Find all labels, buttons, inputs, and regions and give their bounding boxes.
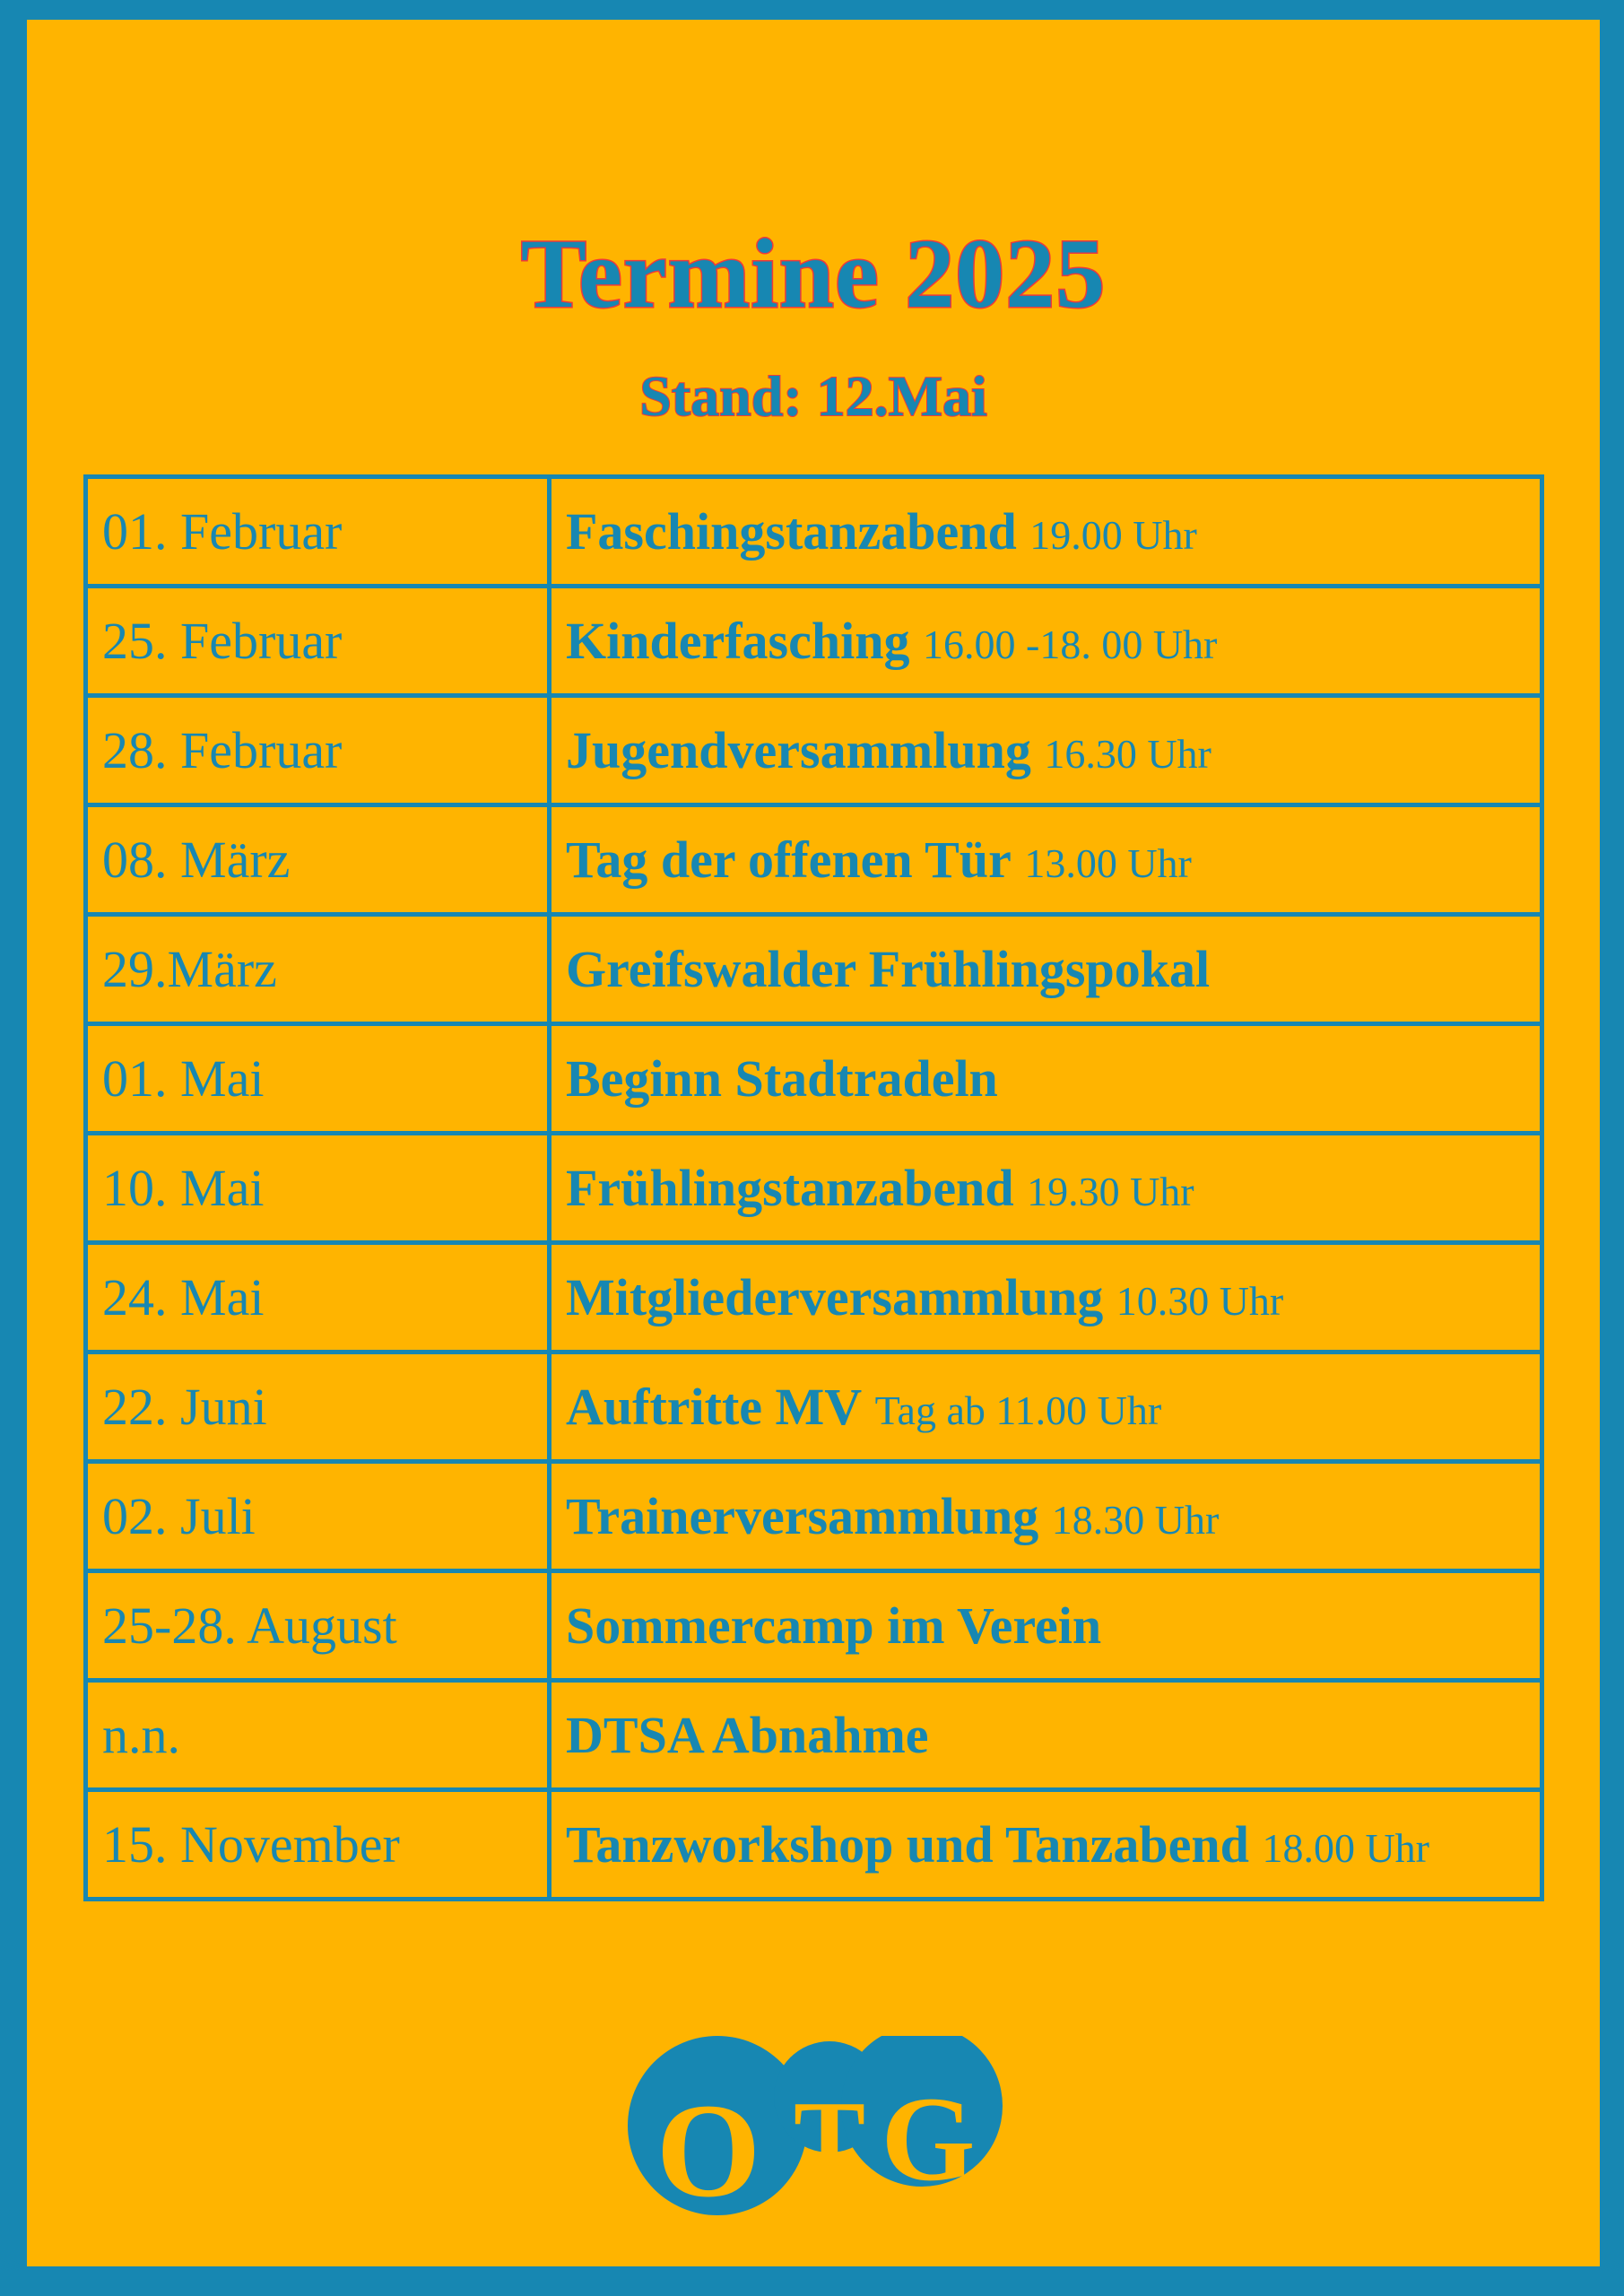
- table-row: [86, 1571, 1542, 1681]
- event-time: 13.00 Uhr: [1024, 840, 1192, 886]
- page-subtitle: Stand: 12.Mai: [639, 364, 987, 428]
- table-row: [86, 915, 1542, 1024]
- event-cell: [550, 587, 1542, 696]
- event-name: Jugendversammlung: [566, 721, 1031, 779]
- event-time: 16.00 -18. 00 Uhr: [923, 622, 1218, 667]
- event-date: 28. Februar: [86, 696, 550, 805]
- table-row: [86, 1243, 1542, 1352]
- event-time: 10.30 Uhr: [1116, 1278, 1284, 1324]
- event-cell: [550, 1571, 1542, 1681]
- table-row: [86, 587, 1542, 696]
- svg-text:G: G: [881, 2073, 976, 2206]
- event-cell: [550, 1243, 1542, 1352]
- event-name: Frühlingstanzabend: [566, 1159, 1014, 1217]
- event-cell: [550, 1462, 1542, 1571]
- table-row: [86, 1024, 1542, 1134]
- event-date: 25-28. August: [86, 1571, 550, 1681]
- svg-text:O: O: [656, 2076, 761, 2215]
- event-name: Sommercamp im Verein: [566, 1596, 1102, 1655]
- event-date: 25. Februar: [86, 587, 550, 696]
- event-date: 29.März: [86, 915, 550, 1024]
- event-name: DTSA Abnahme: [566, 1706, 929, 1764]
- event-date: 15. November: [86, 1790, 550, 1900]
- table-row: [86, 696, 1542, 805]
- event-cell: [550, 915, 1542, 1024]
- event-name: Tanzworkshop und Tanzabend: [566, 1815, 1249, 1874]
- event-cell: [550, 1790, 1542, 1900]
- table-row: [86, 477, 1542, 587]
- event-name: Tag der offenen Tür: [566, 831, 1012, 889]
- event-name: Trainerversammlung: [566, 1487, 1039, 1545]
- event-date: 10. Mai: [86, 1134, 550, 1243]
- event-cell: [550, 696, 1542, 805]
- event-time: Tag ab 11.00 Uhr: [874, 1387, 1162, 1433]
- event-name: Mitgliederversammlung: [566, 1268, 1104, 1326]
- table-row: [86, 1462, 1542, 1571]
- event-cell: [550, 1681, 1542, 1790]
- event-date: 01. Februar: [86, 477, 550, 587]
- event-cell: [550, 477, 1542, 587]
- svg-text:T: T: [793, 2079, 866, 2198]
- event-date: 24. Mai: [86, 1243, 550, 1352]
- event-date: n.n.: [86, 1681, 550, 1790]
- event-name: Faschingstanzabend: [566, 502, 1017, 561]
- event-name: Kinderfasching: [566, 612, 910, 670]
- event-time: 18.00 Uhr: [1262, 1825, 1429, 1871]
- table-row: [86, 1681, 1542, 1790]
- event-date: 08. März: [86, 805, 550, 915]
- otg-logo: [628, 2036, 1013, 2215]
- event-cell: [550, 805, 1542, 915]
- event-name: Auftritte MV: [566, 1378, 863, 1436]
- event-time: 19.30 Uhr: [1027, 1169, 1194, 1214]
- event-cell: [550, 1024, 1542, 1134]
- event-time: 19.00 Uhr: [1029, 512, 1197, 558]
- event-name: Beginn Stadtradeln: [566, 1049, 998, 1108]
- event-time: 16.30 Uhr: [1044, 731, 1211, 777]
- event-name: Greifswalder Frühlingspokal: [566, 940, 1211, 998]
- page-title: Termine 2025: [520, 219, 1107, 328]
- table-row: [86, 1134, 1542, 1243]
- event-time: 18.30 Uhr: [1051, 1497, 1220, 1543]
- table-row: [86, 805, 1542, 915]
- event-cell: [550, 1352, 1542, 1462]
- event-date: 01. Mai: [86, 1024, 550, 1134]
- event-cell: [550, 1134, 1542, 1243]
- table-row: [86, 1790, 1542, 1900]
- poster: [27, 20, 1600, 2266]
- table-row: [86, 1352, 1542, 1462]
- schedule-table: [83, 474, 1544, 1901]
- event-date: 02. Juli: [86, 1462, 550, 1571]
- event-date: 22. Juni: [86, 1352, 550, 1462]
